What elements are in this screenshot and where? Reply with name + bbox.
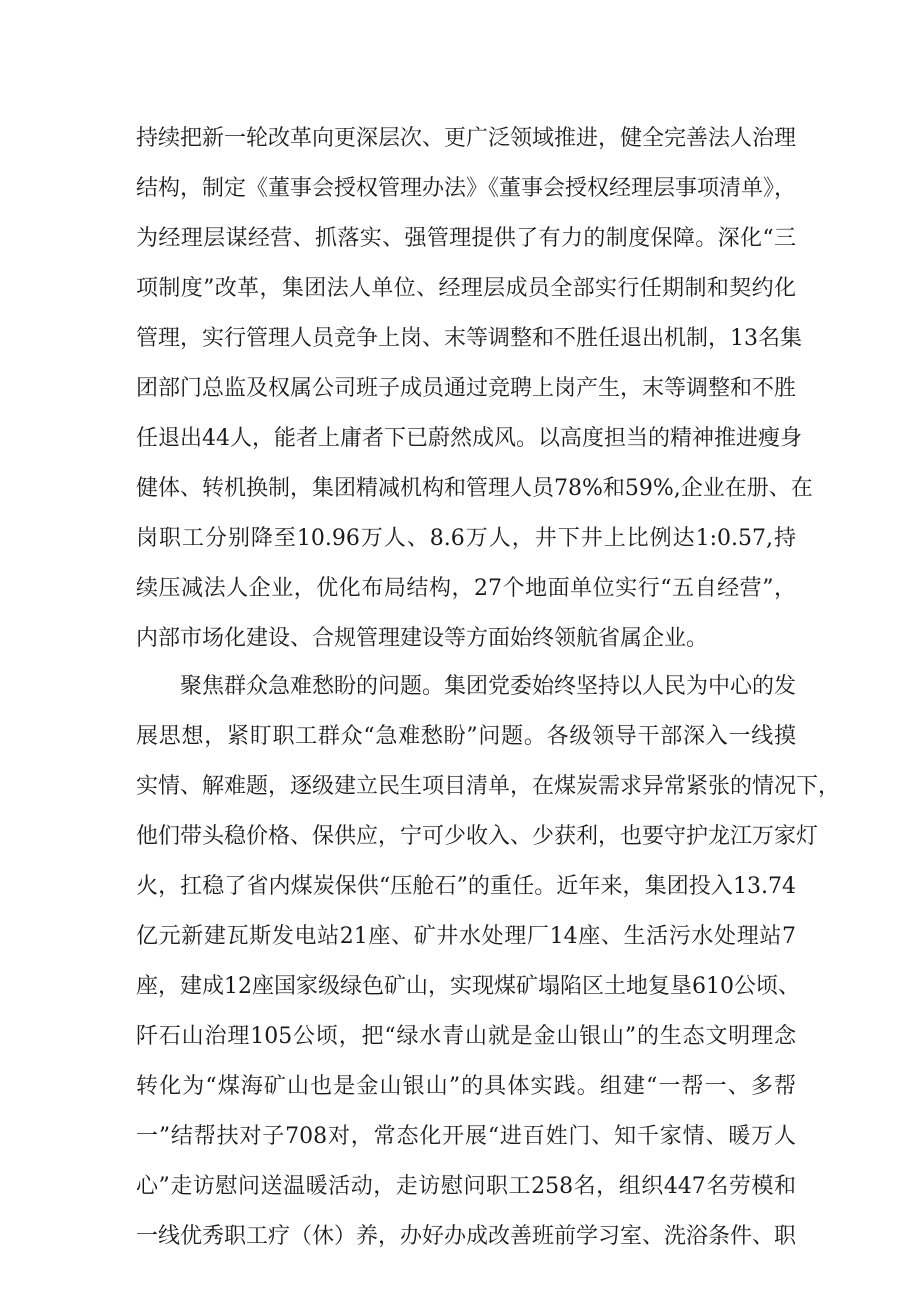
paragraph-line: 持续把新一轮改革向更深层次、更广泛领域推进，健全完善法人治理 xyxy=(136,126,797,151)
paragraph-line: 亿元新建瓦斯发电站21座、矿井水处理厂14座、生活污水处理站7 xyxy=(136,924,796,949)
paragraph-line: 岗职工分别降至10.96万人、8.6万人，井下井上比例达1:0.57,持 xyxy=(136,526,796,551)
paragraph-line: 实情、解难题，逐级建立民生项目清单，在煤炭需求异常紧张的情况下， xyxy=(136,774,841,799)
paragraph-line: 管理，实行管理人员竞争上岗、末等调整和不胜任退出机制，13名集 xyxy=(136,326,802,351)
paragraph-line: 阡石山治理105公顷，把“绿水青山就是金山银山”的生态文明理念 xyxy=(136,1024,796,1049)
paragraph-line: 聚焦群众急难愁盼的问题。集团党委始终坚持以人民为中心的发 xyxy=(180,674,797,699)
paragraph-line: 展思想，紧盯职工群众“急难愁盼”问题。各级领导干部深入一线摸 xyxy=(136,724,796,749)
paragraph-line: 座，建成12座国家级绿色矿山，实现煤矿塌陷区土地复垦610公顷、 xyxy=(136,974,800,999)
paragraph-line: 火，扛稳了省内煤炭保供“压舱石”的重任。近年来，集团投入13.74 xyxy=(136,874,796,899)
paragraph-line: 健体、转机换制，集团精减机构和管理人员78%和59%,企业在册、在 xyxy=(136,476,813,501)
paragraph-line: 转化为“煤海矿山也是金山银山”的具体实践。组建“一帮一、多帮 xyxy=(136,1074,796,1099)
paragraph-line: 为经理层谋经营、抓落实、强管理提供了有力的制度保障。深化“三 xyxy=(136,226,796,251)
paragraph-line: 任退出44人，能者上庸者下已蔚然成风。以高度担当的精神推进瘦身 xyxy=(136,426,802,451)
paragraph-line: 心”走访慰问送温暖活动，走访慰问职工258名，组织447名劳模和 xyxy=(136,1174,796,1199)
paragraph-line: 他们带头稳价格、保供应，宁可少收入、少获利，也要守护龙江万家灯 xyxy=(136,824,819,849)
paragraph-line: 项制度”改革，集团法人单位、经理层成员全部实行任期制和契约化 xyxy=(136,276,796,301)
paragraph-line: 内部市场化建设、合规管理建设等方面始终领航省属企业。 xyxy=(136,626,709,651)
paragraph-line: 一线优秀职工疗（休）养，办好办成改善班前学习室、洗浴条件、职 xyxy=(136,1224,797,1249)
paragraph-line: 团部门总监及权属公司班子成员通过竞聘上岗产生，末等调整和不胜 xyxy=(136,376,797,401)
paragraph-line: 一”结帮扶对子708对，常态化开展“进百姓门、知千家情、暖万人 xyxy=(136,1124,796,1149)
paragraph-line: 结构，制定《董事会授权管理办法》《董事会授权经理层事项清单》， xyxy=(136,176,797,201)
paragraph-line: 续压减法人企业，优化布局结构，27个地面单位实行“五自经营”， xyxy=(136,576,796,601)
